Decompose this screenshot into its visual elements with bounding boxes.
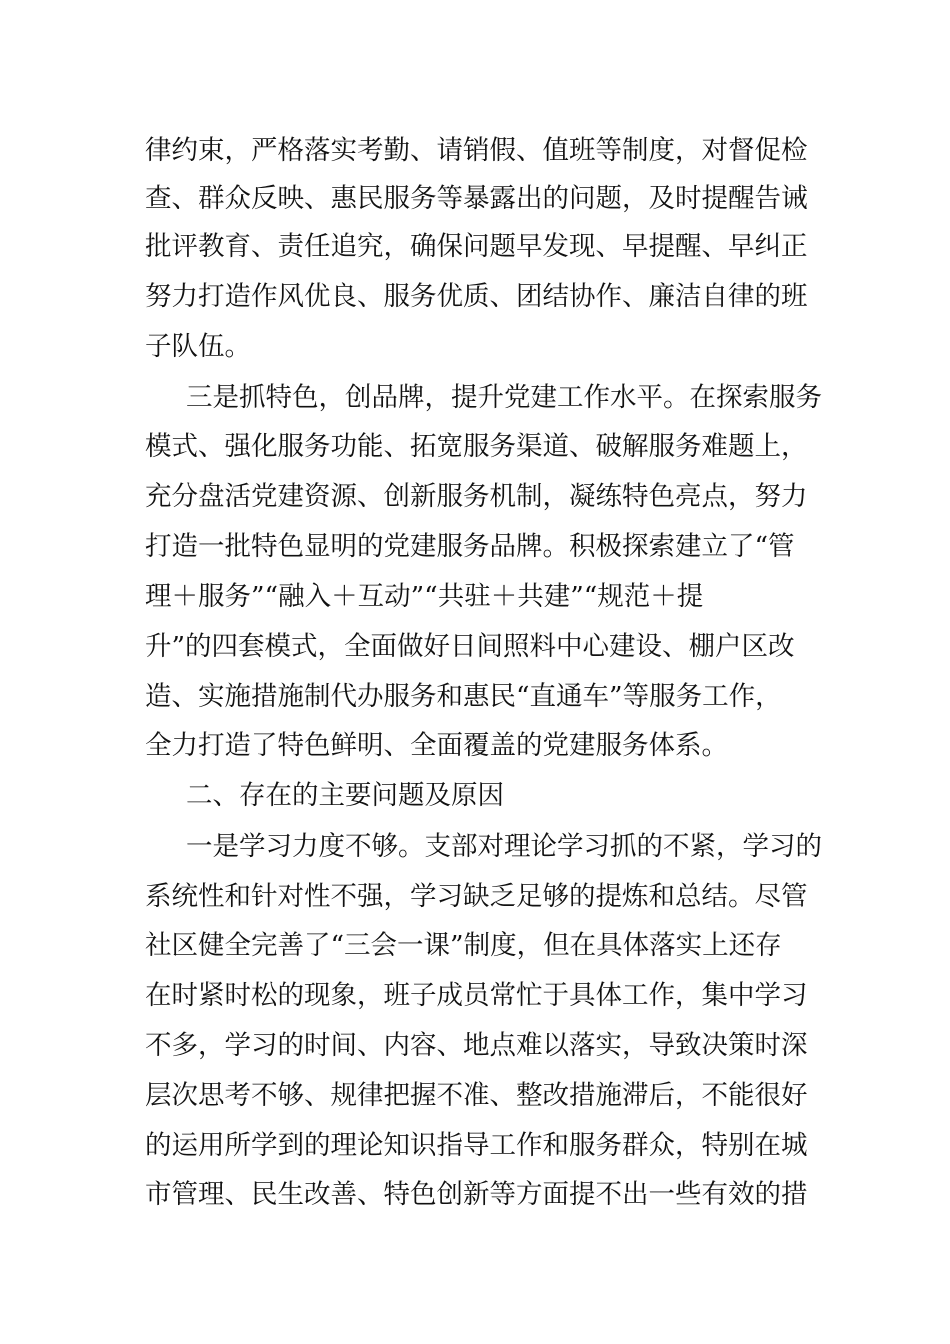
paragraph-heading-line: 一是学习力度不够。支部对理论学习抓的不紧，学习的 (186, 831, 822, 862)
text-line: 批评教育、责任追究，确保问题早发现、早提醒、早纠正 (145, 231, 808, 262)
text-line: 的运用所学到的理论知识指导工作和服务群众，特别在城 (145, 1130, 808, 1161)
text-line: 打造一批特色显明的党建服务品牌。积极探索建立了“管 (145, 531, 795, 562)
text-line: 升”的四套模式，全面做好日间照料中心建设、棚户区改 (145, 631, 795, 662)
text-line: 律约束，严格落实考勤、请销假、值班等制度，对督促检 (145, 135, 808, 166)
text-line: 造、实施措施制代办服务和惠民“直通车”等服务工作， (145, 681, 782, 712)
text-line: 系统性和针对性不强，学习缺乏足够的提炼和总结。尽管 (145, 881, 808, 912)
text-line: 层次思考不够、规律把握不准、整改措施滞后，不能很好 (145, 1080, 808, 1111)
text-line: 子队伍。 (145, 331, 251, 362)
text-line: 模式、强化服务功能、拓宽服务渠道、破解服务难题上， (145, 431, 808, 462)
text-line: 充分盘活党建资源、创新服务机制，凝练特色亮点，努力 (145, 481, 808, 512)
text-line: 努力打造作风优良、服务优质、团结协作、廉洁自律的班 (145, 281, 808, 312)
text-line: 市管理、民生改善、特色创新等方面提不出一些有效的措 (145, 1179, 808, 1210)
text-line: 理＋服务”“融入＋互动”“共驻＋共建”“规范＋提 (145, 581, 704, 612)
text-line: 在时紧时松的现象，班子成员常忙于具体工作，集中学习 (145, 980, 808, 1011)
text-line: 社区健全完善了“三会一课”制度，但在具体落实上还存 (145, 930, 782, 961)
text-line: 查、群众反映、惠民服务等暴露出的问题，及时提醒告诫 (145, 183, 808, 214)
section-heading: 二、存在的主要问题及原因 (186, 780, 504, 811)
text-line: 全力打造了特色鲜明、全面覆盖的党建服务体系。 (145, 730, 728, 761)
text-line: 不多，学习的时间、内容、地点难以落实，导致决策时深 (145, 1030, 808, 1061)
paragraph-heading-line: 三是抓特色，创品牌，提升党建工作水平。在探索服务 (186, 382, 822, 413)
